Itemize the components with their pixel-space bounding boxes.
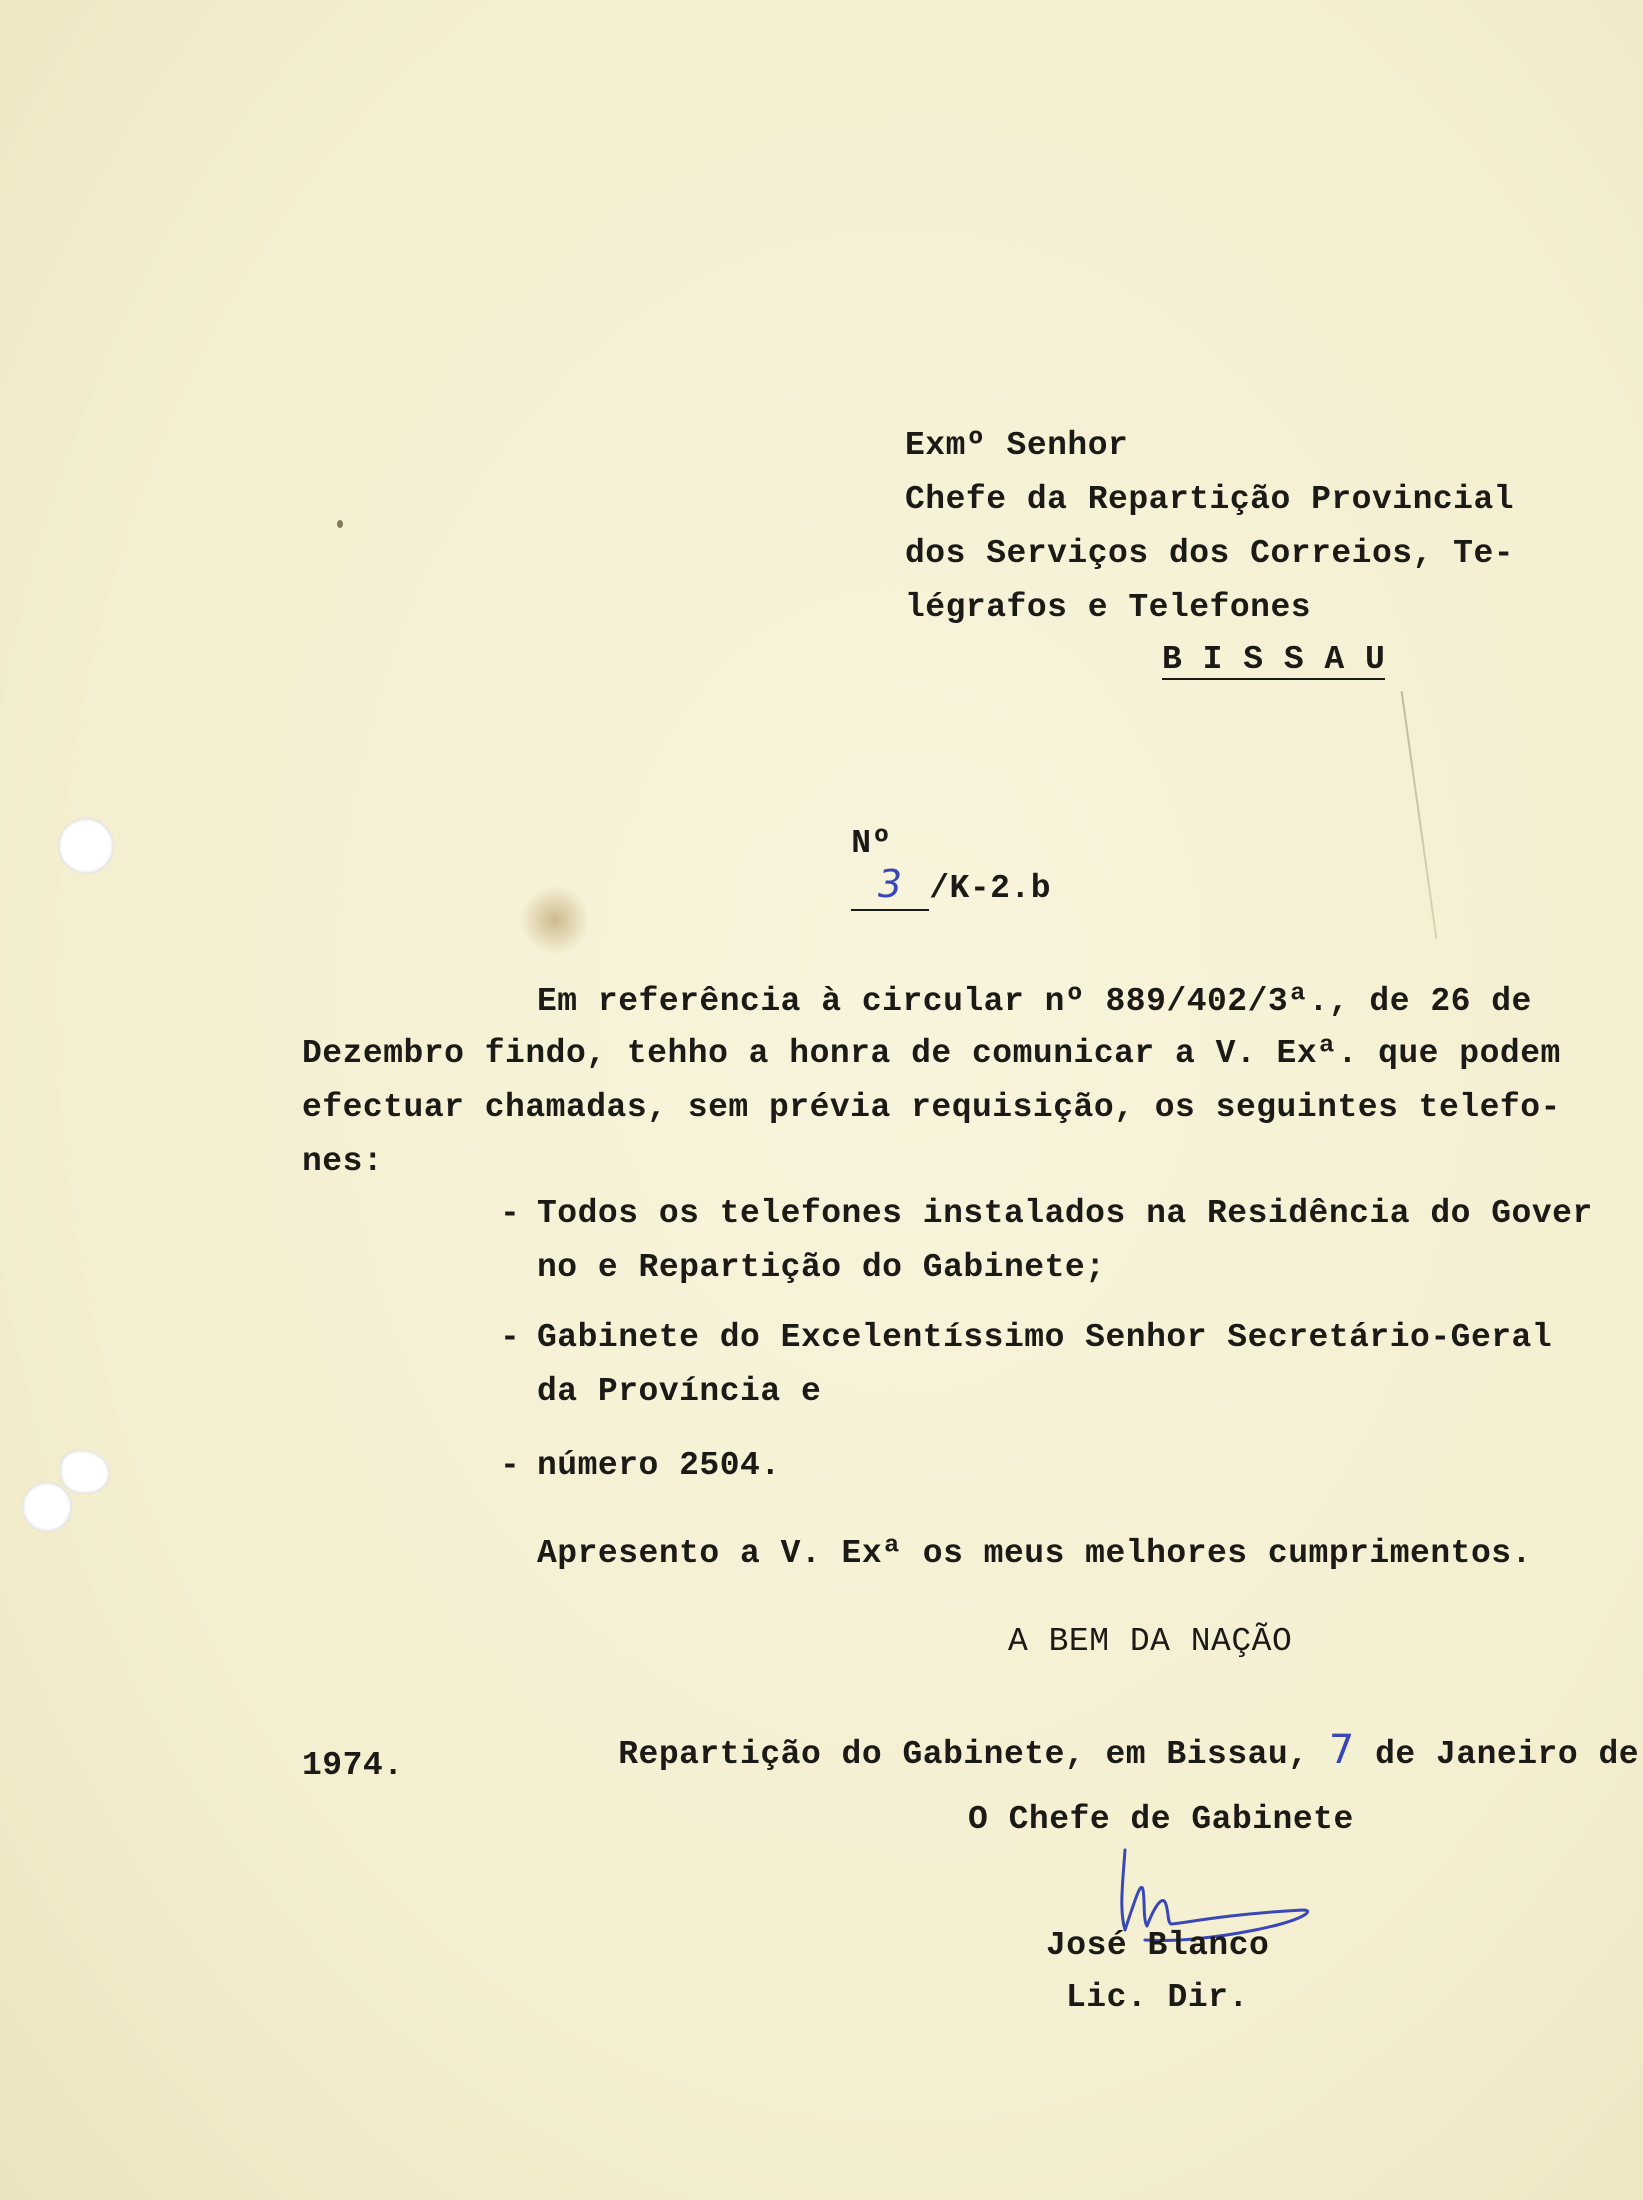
dateline-after: de Janeiro de bbox=[1375, 1736, 1640, 1773]
dateline bbox=[537, 1690, 1639, 1815]
salutation: Exmº Senhor bbox=[905, 427, 1129, 464]
signatory-name: José Blanco bbox=[1046, 1927, 1270, 1964]
list-item-dash: - bbox=[500, 1195, 521, 1232]
list-item-dash: - bbox=[500, 1447, 521, 1484]
paper-spot bbox=[337, 520, 343, 528]
address-city: B I S S A U bbox=[1162, 641, 1386, 678]
reference-prefix: Nº bbox=[851, 825, 892, 862]
dateline-handwritten-day: 7 bbox=[1328, 1727, 1355, 1773]
closing-line: Apresento a V. Exª os meus melhores cumprimentos. bbox=[537, 1535, 1532, 1572]
paper-stain bbox=[520, 885, 590, 955]
list-item-3-line-1: número 2504. bbox=[537, 1447, 781, 1484]
motto: A BEM DA NAÇÃO bbox=[1008, 1623, 1293, 1660]
list-item-1-line-2: no e Repartição do Gabinete; bbox=[537, 1249, 1106, 1286]
signature-title: O Chefe de Gabinete bbox=[968, 1801, 1354, 1838]
paper-crease bbox=[1401, 691, 1438, 939]
list-item-2-line-1: Gabinete do Excelentíssimo Senhor Secretário-Geral bbox=[537, 1319, 1553, 1356]
punch-hole-bottom bbox=[22, 1482, 72, 1532]
body-line-1: Em referência à circular nº 889/402/3ª., de 26 de bbox=[537, 983, 1532, 1020]
punch-hole-bottom-2 bbox=[60, 1450, 110, 1494]
punch-hole-top bbox=[58, 818, 114, 874]
address-line-2: dos Serviços dos Correios, Te- bbox=[905, 535, 1515, 572]
reference-handwritten-number: 3 bbox=[877, 862, 903, 906]
reference-suffix: /K-2.b bbox=[929, 870, 1052, 907]
reference-number bbox=[770, 784, 1051, 951]
signatory-degree: Lic. Dir. bbox=[1066, 1979, 1249, 2016]
reference-number-field bbox=[851, 864, 929, 911]
body-line-4: nes: bbox=[302, 1143, 384, 1180]
address-line-1: Chefe da Repartição Provincial bbox=[905, 481, 1515, 518]
body-line-3: efectuar chamadas, sem prévia requisição, os seguintes telefo- bbox=[302, 1089, 1561, 1126]
address-line-3: légrafos e Telefones bbox=[905, 589, 1312, 626]
list-item-1-line-1: Todos os telefones instalados na Residência do Gover bbox=[537, 1195, 1593, 1232]
list-item-dash: - bbox=[500, 1319, 521, 1356]
dateline-year: 1974. bbox=[302, 1747, 404, 1784]
body-line-2: Dezembro findo, tehho a honra de comunicar a V. Exª. que podem bbox=[302, 1035, 1561, 1072]
list-item-2-line-2: da Província e bbox=[537, 1373, 822, 1410]
dateline-before: Repartição do Gabinete, em Bissau, bbox=[618, 1736, 1309, 1773]
